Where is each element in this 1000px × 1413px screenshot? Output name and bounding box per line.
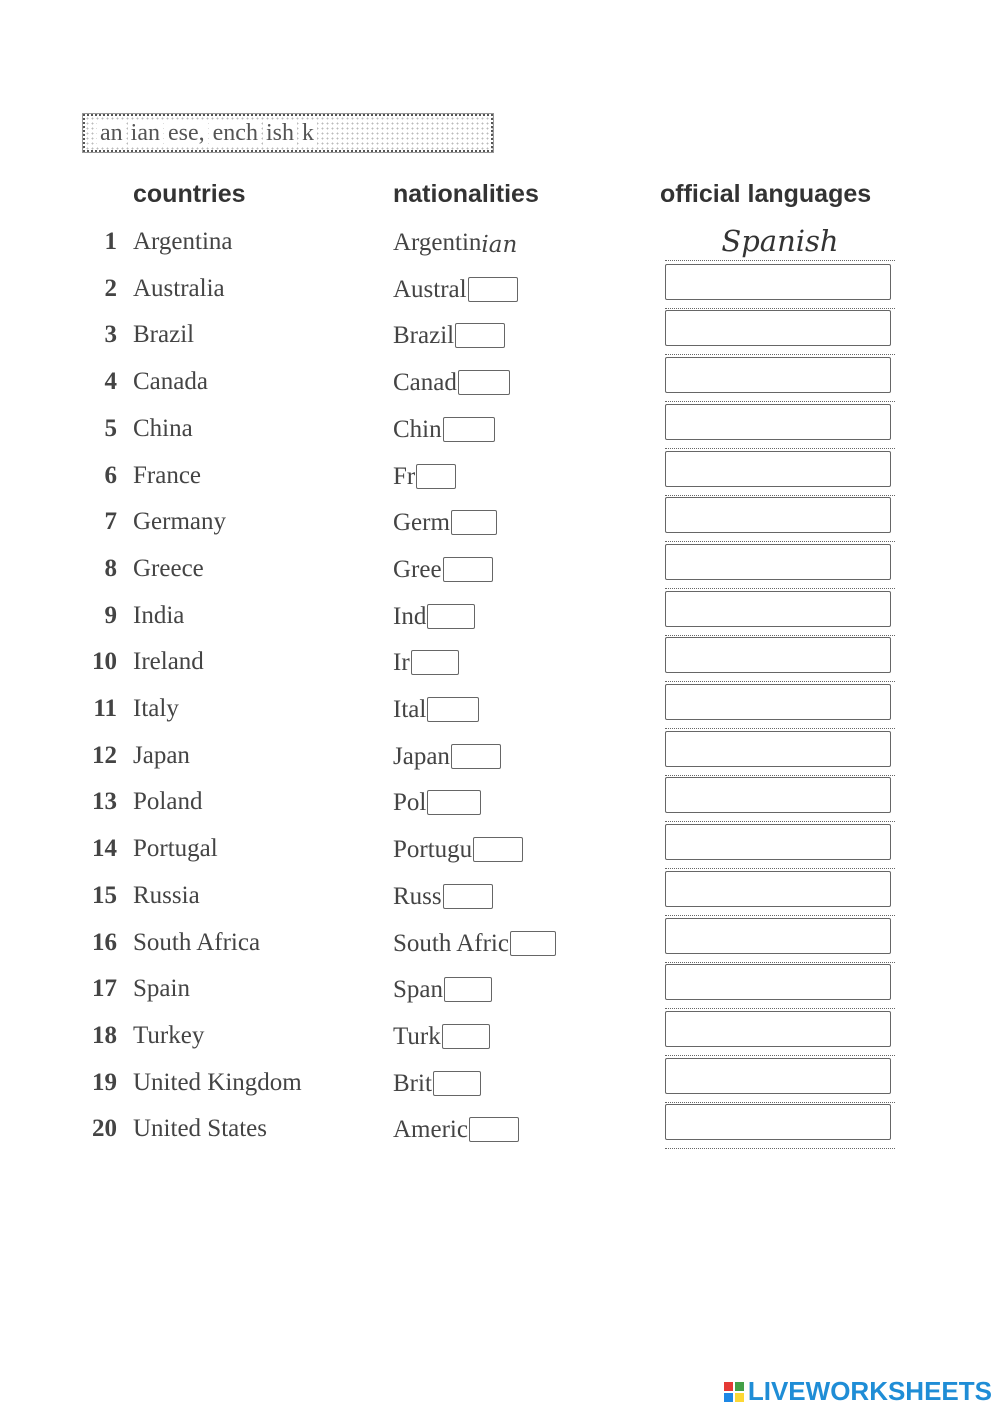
country-name: Ireland bbox=[133, 648, 204, 676]
language-dotted-line bbox=[665, 775, 895, 776]
nationality-stem: Austral bbox=[393, 275, 467, 303]
suffix-item: ish bbox=[263, 120, 297, 147]
nationality-cell bbox=[393, 1022, 490, 1052]
country-name: United Kingdom bbox=[133, 1068, 302, 1096]
nationality-suffix-input[interactable] bbox=[458, 370, 510, 395]
row-number: 11 bbox=[93, 695, 117, 722]
language-dotted-line bbox=[665, 495, 895, 496]
country-name: Portugal bbox=[133, 835, 218, 863]
row-number: 13 bbox=[92, 788, 117, 816]
language-input[interactable] bbox=[665, 824, 891, 860]
table-row bbox=[0, 368, 1000, 408]
country-name: South Africa bbox=[133, 928, 261, 956]
nationality-cell bbox=[393, 602, 475, 632]
country-name: Brazil bbox=[133, 321, 195, 349]
table-row bbox=[0, 1022, 1000, 1062]
language-dotted-line bbox=[665, 448, 895, 449]
table-row bbox=[0, 695, 1000, 735]
language-dotted-line bbox=[665, 308, 895, 309]
suffix-item: ese, bbox=[165, 120, 208, 147]
nationality-suffix-input[interactable] bbox=[473, 837, 523, 862]
table-row bbox=[0, 602, 1000, 642]
nationality-cell bbox=[393, 1115, 519, 1145]
nationality-cell bbox=[393, 929, 556, 959]
language-input[interactable] bbox=[665, 544, 891, 580]
nationality-cell bbox=[393, 648, 459, 678]
nationality-suffix-input[interactable] bbox=[444, 977, 492, 1002]
row-number: 7 bbox=[104, 508, 117, 536]
language-dotted-line bbox=[665, 915, 895, 916]
language-input[interactable] bbox=[665, 1011, 891, 1047]
nationality-cell bbox=[393, 1069, 481, 1099]
table-row bbox=[0, 1069, 1000, 1109]
nationality-suffix-input[interactable] bbox=[427, 697, 479, 722]
row-number: 18 bbox=[92, 1021, 117, 1049]
country-name: Italy bbox=[133, 695, 179, 722]
language-input[interactable] bbox=[665, 964, 891, 1000]
nationality-stem: Ir bbox=[393, 649, 410, 677]
table-row bbox=[0, 742, 1000, 782]
table-row bbox=[0, 929, 1000, 969]
country-name: Australia bbox=[133, 274, 225, 302]
language-input[interactable] bbox=[665, 451, 891, 487]
language-dotted-line bbox=[665, 401, 895, 402]
nationality-suffix-input[interactable] bbox=[416, 464, 456, 489]
table-row bbox=[0, 1115, 1000, 1155]
table-row bbox=[0, 975, 1000, 1015]
nationality-stem: Americ bbox=[393, 1116, 468, 1144]
row-number: 15 bbox=[92, 881, 117, 909]
nationality-stem: Ital bbox=[393, 696, 427, 723]
header-official-languages: official languages bbox=[660, 180, 872, 208]
row-number: 19 bbox=[92, 1068, 117, 1096]
nationality-stem: Japan bbox=[393, 742, 450, 770]
nationality-stem: Brazil bbox=[393, 322, 455, 350]
row-number: 14 bbox=[92, 835, 117, 863]
nationality-suffix-input[interactable] bbox=[510, 931, 556, 956]
language-input[interactable] bbox=[665, 871, 891, 907]
nationality-suffix-answer: ian bbox=[481, 232, 518, 258]
nationality-cell bbox=[393, 321, 505, 351]
nationality-suffix-input[interactable] bbox=[427, 790, 481, 815]
language-dotted-line bbox=[665, 1148, 895, 1149]
nationality-suffix-input[interactable] bbox=[443, 884, 493, 909]
logo-square-icon bbox=[735, 1382, 744, 1391]
table-row bbox=[0, 321, 1000, 361]
header-nationalities: nationalities bbox=[393, 180, 539, 208]
nationality-cell bbox=[393, 695, 479, 725]
nationality-suffix-input[interactable] bbox=[443, 417, 495, 442]
language-dotted-line bbox=[665, 962, 895, 963]
nationality-suffix-input[interactable] bbox=[411, 650, 459, 675]
nationality-stem: South Afric bbox=[393, 929, 509, 957]
country-name: Spain bbox=[133, 975, 190, 1003]
table-row bbox=[0, 224, 1000, 268]
country-name: Canada bbox=[133, 368, 208, 396]
table-row bbox=[0, 555, 1000, 595]
country-name: Greece bbox=[133, 554, 204, 582]
nationality-suffix-input[interactable] bbox=[433, 1071, 481, 1096]
liveworksheets-logo bbox=[724, 1376, 992, 1407]
table-row bbox=[0, 648, 1000, 688]
language-input[interactable] bbox=[665, 1058, 891, 1094]
row-number: 10 bbox=[92, 648, 117, 676]
nationality-stem: Ind bbox=[393, 602, 427, 630]
language-dotted-line bbox=[665, 588, 895, 589]
country-name: India bbox=[133, 601, 185, 629]
language-input[interactable] bbox=[665, 264, 891, 300]
nationality-suffix-input[interactable] bbox=[443, 557, 493, 582]
language-input[interactable] bbox=[665, 357, 891, 393]
row-number: 16 bbox=[92, 928, 117, 956]
table-row bbox=[0, 882, 1000, 922]
language-dotted-line bbox=[665, 681, 895, 682]
nationality-stem: Gree bbox=[393, 555, 442, 583]
nationality-stem: Russ bbox=[393, 882, 442, 910]
nationality-stem: Argentin bbox=[393, 229, 482, 256]
row-number: 5 bbox=[104, 414, 117, 442]
nationality-cell bbox=[393, 882, 493, 912]
language-input[interactable] bbox=[665, 637, 891, 673]
nationality-suffix-input[interactable] bbox=[442, 1024, 490, 1049]
row-number: 3 bbox=[104, 321, 117, 349]
row-number: 20 bbox=[92, 1115, 117, 1143]
language-dotted-line bbox=[665, 1102, 895, 1103]
nationality-cell bbox=[393, 368, 510, 398]
language-dotted-line bbox=[665, 821, 895, 822]
row-number: 9 bbox=[104, 601, 117, 629]
nationality-suffix-input[interactable] bbox=[468, 277, 518, 302]
country-name: Argentina bbox=[133, 228, 233, 255]
suffix-item: ian bbox=[128, 120, 163, 147]
nationality-cell bbox=[393, 975, 492, 1005]
language-dotted-line bbox=[665, 635, 895, 636]
suffix-item: k bbox=[299, 120, 317, 147]
nationality-cell bbox=[393, 462, 456, 492]
country-name: Turkey bbox=[133, 1021, 205, 1049]
nationality-cell bbox=[393, 555, 493, 585]
country-name: Germany bbox=[133, 508, 227, 536]
logo-text: LIVEWORKSHEETS bbox=[747, 1376, 992, 1406]
nationality-cell bbox=[393, 415, 495, 445]
nationality-stem: Span bbox=[393, 976, 443, 1004]
nationality-stem: Chin bbox=[393, 415, 442, 443]
logo-square-icon bbox=[724, 1382, 733, 1391]
nationality-cell bbox=[393, 275, 518, 305]
language-input[interactable] bbox=[665, 777, 891, 813]
suffix-item: an bbox=[97, 120, 126, 147]
country-name: Japan bbox=[133, 741, 190, 769]
nationality-stem: Canad bbox=[393, 369, 457, 397]
language-answer: Spanish bbox=[665, 224, 895, 261]
suffix-word-bank bbox=[83, 114, 493, 152]
nationality-cell bbox=[393, 835, 523, 865]
country-name: France bbox=[133, 461, 202, 489]
table-row bbox=[0, 788, 1000, 828]
nationality-stem: Germ bbox=[393, 509, 450, 537]
nationality-stem: Turk bbox=[393, 1022, 441, 1050]
language-dotted-line bbox=[665, 728, 895, 729]
table-row bbox=[0, 462, 1000, 502]
country-name: Russia bbox=[133, 881, 200, 909]
table-row bbox=[0, 275, 1000, 315]
row-number: 12 bbox=[92, 741, 117, 769]
nationality-suffix-input[interactable] bbox=[451, 510, 497, 535]
nationality-cell bbox=[393, 742, 501, 772]
language-input[interactable] bbox=[665, 684, 891, 720]
row-number: 1 bbox=[104, 228, 117, 255]
header-countries: countries bbox=[133, 180, 246, 208]
liveworksheets-logo-icon bbox=[724, 1382, 744, 1402]
nationality-suffix-input[interactable] bbox=[469, 1117, 519, 1142]
logo-square-icon bbox=[735, 1393, 744, 1402]
row-number: 2 bbox=[104, 274, 117, 302]
language-input[interactable] bbox=[665, 591, 891, 627]
language-dotted-line bbox=[665, 1008, 895, 1009]
row-number: 8 bbox=[104, 554, 117, 582]
nationality-cell bbox=[393, 228, 517, 258]
language-input[interactable] bbox=[665, 497, 891, 533]
nationality-stem: Portugu bbox=[393, 836, 473, 864]
logo-square-icon bbox=[724, 1393, 733, 1402]
country-name: Poland bbox=[133, 788, 203, 816]
nationality-stem: Fr bbox=[393, 462, 416, 490]
nationality-stem: Brit bbox=[393, 1069, 432, 1097]
language-input[interactable] bbox=[665, 310, 891, 346]
nationality-suffix-input[interactable] bbox=[455, 323, 505, 348]
language-input[interactable] bbox=[665, 731, 891, 767]
table-row bbox=[0, 835, 1000, 875]
country-name: United States bbox=[133, 1115, 268, 1143]
row-number: 4 bbox=[104, 368, 117, 396]
nationality-suffix-input[interactable] bbox=[451, 744, 501, 769]
nationality-suffix-input[interactable] bbox=[427, 604, 475, 629]
table-row bbox=[0, 508, 1000, 548]
language-input[interactable] bbox=[665, 918, 891, 954]
language-input[interactable] bbox=[665, 404, 891, 440]
language-dotted-line bbox=[665, 354, 895, 355]
nationality-cell bbox=[393, 508, 497, 538]
language-input[interactable] bbox=[665, 1104, 891, 1140]
row-number: 17 bbox=[92, 975, 117, 1003]
suffix-item: ench bbox=[210, 120, 261, 147]
language-dotted-line bbox=[665, 541, 895, 542]
nationality-stem: Pol bbox=[393, 789, 427, 817]
country-name: China bbox=[133, 414, 193, 442]
language-dotted-line bbox=[665, 868, 895, 869]
row-number: 6 bbox=[104, 461, 117, 489]
nationality-cell bbox=[393, 788, 481, 818]
language-dotted-line bbox=[665, 1055, 895, 1056]
table-row bbox=[0, 415, 1000, 455]
